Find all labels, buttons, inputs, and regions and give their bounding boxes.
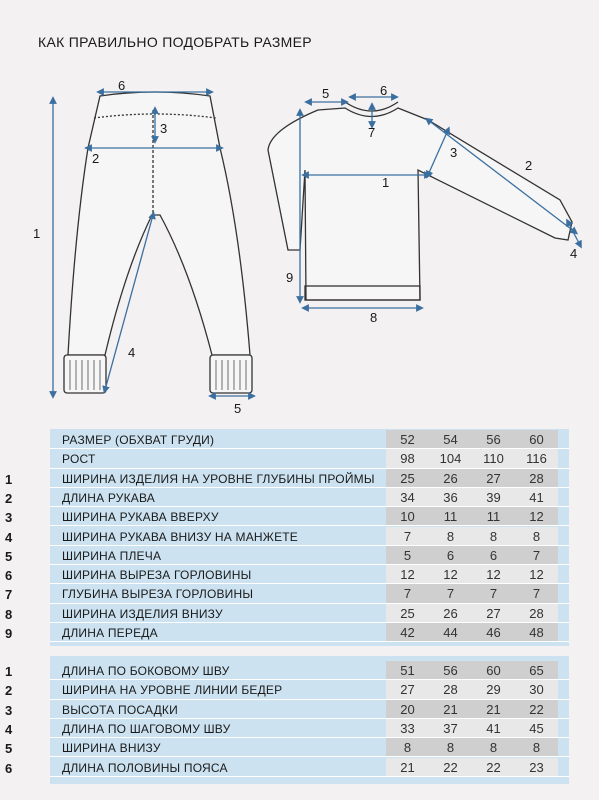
row-label: ВЫСОТА ПОСАДКИ bbox=[62, 702, 178, 717]
row-label: ДЛИНА ПО БОКОВОМУ ШВУ bbox=[62, 664, 230, 678]
row-label: РАЗМЕР (ОБХВАТ ГРУДИ) bbox=[62, 433, 215, 447]
table-row bbox=[0, 680, 599, 699]
table-row bbox=[0, 719, 599, 738]
shirt-label-7: 7 bbox=[368, 125, 376, 140]
size-value: 65 bbox=[529, 663, 544, 678]
row-values bbox=[386, 738, 558, 757]
size-value: 39 bbox=[486, 489, 501, 505]
row-values bbox=[386, 584, 558, 603]
pants-label-6: 6 bbox=[118, 78, 126, 93]
size-value: 11 bbox=[486, 509, 501, 525]
shirt-label-2: 2 bbox=[525, 158, 533, 173]
row-label: ШИРИНА РУКАВА ВВЕРХУ bbox=[62, 510, 219, 525]
size-value: 8 bbox=[446, 528, 455, 544]
table-row bbox=[0, 527, 599, 546]
shirt-label-8: 8 bbox=[370, 310, 378, 325]
size-value: 30 bbox=[529, 682, 544, 698]
row-number: 5 bbox=[5, 548, 13, 564]
size-value: 26 bbox=[443, 605, 458, 621]
shirt-label-4: 4 bbox=[570, 246, 578, 261]
size-value: 8 bbox=[446, 740, 455, 756]
size-value: 12 bbox=[443, 567, 458, 583]
row-divider bbox=[50, 641, 569, 642]
row-number: 4 bbox=[5, 529, 13, 545]
row-label: ШИРИНА НА УРОВНЕ ЛИНИИ БЕДЕР bbox=[62, 683, 283, 698]
size-value: 20 bbox=[400, 701, 415, 717]
pants-label-1: 1 bbox=[33, 226, 41, 241]
size-value: 22 bbox=[486, 759, 501, 775]
size-value: 41 bbox=[486, 720, 501, 736]
row-number: 5 bbox=[5, 741, 13, 757]
size-value: 22 bbox=[443, 759, 458, 775]
size-value: 7 bbox=[403, 528, 412, 544]
shirt-drawing bbox=[268, 102, 572, 300]
row-number: 6 bbox=[5, 568, 13, 584]
row-number: 1 bbox=[5, 471, 13, 487]
size-value: 34 bbox=[400, 489, 415, 505]
row-number: 6 bbox=[5, 760, 13, 776]
row-values bbox=[386, 719, 558, 738]
size-value: 28 bbox=[443, 682, 458, 698]
size-value: 12 bbox=[486, 567, 501, 583]
size-value: 12 bbox=[529, 567, 544, 583]
size-value: 104 bbox=[439, 451, 462, 467]
size-value: 27 bbox=[400, 682, 415, 698]
shirt-label-1: 1 bbox=[382, 175, 390, 190]
size-value: 33 bbox=[400, 720, 415, 736]
size-value: 60 bbox=[486, 663, 501, 678]
row-number: 3 bbox=[5, 510, 13, 526]
size-value: 60 bbox=[529, 432, 544, 447]
size-value: 8 bbox=[489, 740, 498, 756]
size-value: 12 bbox=[400, 567, 415, 583]
size-value: 116 bbox=[526, 451, 547, 467]
row-label: ДЛИНА ПОЛОВИНЫ ПОЯСА bbox=[62, 760, 228, 775]
row-label: ШИРИНА ИЗДЕЛИЯ ВНИЗУ bbox=[62, 606, 223, 621]
row-values bbox=[386, 565, 558, 584]
size-value: 7 bbox=[532, 547, 541, 563]
row-values bbox=[386, 527, 558, 546]
size-value: 7 bbox=[489, 586, 498, 602]
pants-drawing bbox=[64, 92, 252, 393]
size-value: 28 bbox=[529, 470, 544, 486]
size-value: 56 bbox=[443, 663, 458, 678]
row-divider bbox=[50, 776, 569, 777]
size-value: 54 bbox=[443, 432, 458, 447]
table-row bbox=[0, 449, 599, 468]
row-values bbox=[386, 449, 558, 468]
pants-label-2: 2 bbox=[92, 151, 100, 166]
row-values bbox=[386, 507, 558, 526]
shirt-label-5: 5 bbox=[322, 86, 330, 101]
size-value: 8 bbox=[489, 528, 498, 544]
size-value: 42 bbox=[400, 625, 415, 640]
row-number: 4 bbox=[5, 721, 13, 737]
size-value: 27 bbox=[486, 470, 501, 486]
size-value: 21 bbox=[486, 701, 501, 717]
table-row bbox=[0, 661, 599, 680]
size-value: 21 bbox=[443, 701, 458, 717]
size-value: 56 bbox=[486, 432, 501, 447]
size-value: 45 bbox=[529, 720, 544, 736]
row-label: ШИРИНА ИЗДЕЛИЯ НА УРОВНЕ ГЛУБИНЫ ПРОЙМЫ bbox=[62, 471, 375, 486]
table-row bbox=[0, 430, 599, 449]
size-value: 46 bbox=[486, 625, 501, 640]
size-value: 36 bbox=[443, 489, 458, 505]
size-value: 44 bbox=[443, 625, 458, 640]
row-values bbox=[386, 546, 558, 565]
size-value: 110 bbox=[483, 451, 504, 467]
size-value: 6 bbox=[489, 547, 498, 563]
pants-label-5: 5 bbox=[234, 401, 242, 416]
row-label: ШИРИНА ПЛЕЧА bbox=[62, 548, 162, 563]
shirt-label-6: 6 bbox=[380, 83, 388, 98]
table-row bbox=[0, 565, 599, 584]
row-values bbox=[386, 661, 558, 680]
row-number: 7 bbox=[5, 587, 13, 603]
size-value: 51 bbox=[400, 663, 415, 678]
row-label: ШИРИНА ВНИЗУ bbox=[62, 741, 161, 756]
row-values bbox=[386, 680, 558, 699]
table-row bbox=[0, 507, 599, 526]
table-row bbox=[0, 469, 599, 488]
size-value: 11 bbox=[443, 509, 458, 525]
row-values bbox=[386, 700, 558, 719]
row-values bbox=[386, 430, 558, 449]
row-number: 2 bbox=[5, 683, 13, 699]
pants-label-3: 3 bbox=[160, 121, 168, 136]
row-label: ГЛУБИНА ВЫРЕЗА ГОРЛОВИНЫ bbox=[62, 587, 254, 602]
size-value: 52 bbox=[400, 432, 415, 447]
size-value: 22 bbox=[529, 701, 544, 717]
size-value: 5 bbox=[403, 547, 412, 563]
pants-label-4: 4 bbox=[128, 345, 136, 360]
row-label: ШИРИНА ВЫРЕЗА ГОРЛОВИНЫ bbox=[62, 568, 252, 583]
size-value: 7 bbox=[446, 586, 455, 602]
row-values bbox=[386, 623, 558, 642]
row-label: ШИРИНА РУКАВА ВНИЗУ НА МАНЖЕТЕ bbox=[62, 529, 299, 544]
table-row bbox=[0, 546, 599, 565]
size-value: 98 bbox=[400, 451, 415, 467]
size-value: 8 bbox=[403, 740, 412, 756]
row-values bbox=[386, 604, 558, 623]
row-label: ДЛИНА ПЕРЕДА bbox=[62, 626, 158, 640]
page-title: КАК ПРАВИЛЬНО ПОДОБРАТЬ РАЗМЕР bbox=[38, 34, 312, 50]
size-value: 25 bbox=[400, 605, 415, 621]
row-values bbox=[386, 758, 558, 777]
row-number: 9 bbox=[5, 626, 13, 641]
size-value: 25 bbox=[400, 470, 415, 486]
row-number: 1 bbox=[5, 664, 13, 679]
size-value: 29 bbox=[486, 682, 501, 698]
table-row bbox=[0, 604, 599, 623]
table-row bbox=[0, 584, 599, 603]
size-value: 28 bbox=[529, 605, 544, 621]
table-row bbox=[0, 700, 599, 719]
table-row bbox=[0, 758, 599, 777]
row-label: ДЛИНА РУКАВА bbox=[62, 490, 155, 505]
table-row bbox=[0, 738, 599, 757]
row-values bbox=[386, 469, 558, 488]
table-row bbox=[0, 623, 599, 642]
row-number: 3 bbox=[5, 702, 13, 718]
size-value: 27 bbox=[486, 605, 501, 621]
size-value: 12 bbox=[529, 509, 544, 525]
row-label: ДЛИНА ПО ШАГОВОМУ ШВУ bbox=[62, 721, 231, 736]
size-value: 7 bbox=[532, 586, 541, 602]
size-value: 41 bbox=[529, 489, 544, 505]
row-number: 2 bbox=[5, 490, 13, 506]
row-label: РОСТ bbox=[62, 452, 96, 467]
size-value: 48 bbox=[529, 625, 544, 640]
size-value: 37 bbox=[443, 720, 458, 736]
size-value: 7 bbox=[403, 586, 412, 602]
shirt-label-9: 9 bbox=[286, 270, 294, 285]
table-row bbox=[0, 488, 599, 507]
size-value: 8 bbox=[532, 528, 541, 544]
size-value: 10 bbox=[400, 509, 415, 525]
size-value: 8 bbox=[532, 740, 541, 756]
size-value: 26 bbox=[443, 470, 458, 486]
size-value: 21 bbox=[400, 759, 415, 775]
shirt-label-3: 3 bbox=[450, 145, 458, 160]
row-number: 8 bbox=[5, 606, 13, 622]
size-value: 23 bbox=[529, 759, 544, 775]
size-value: 6 bbox=[446, 547, 455, 563]
row-values bbox=[386, 488, 558, 507]
